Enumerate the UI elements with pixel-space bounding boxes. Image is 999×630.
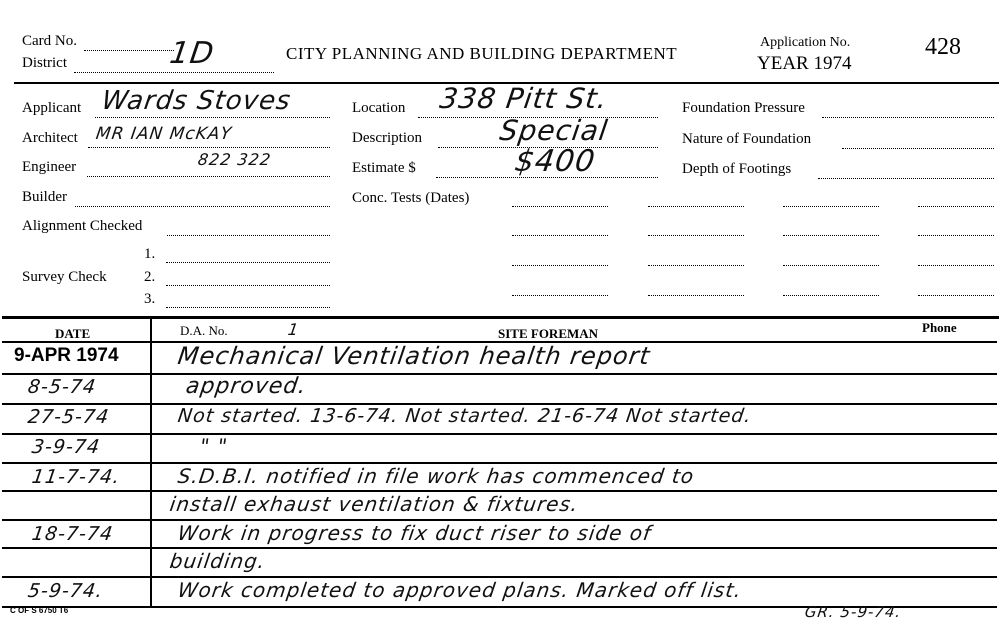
da-no-header: D.A. No.: [180, 323, 228, 338]
survey-line-1: [166, 262, 330, 263]
survey-number-3: 3.: [144, 291, 156, 307]
form-code: C OF S 6750 T6: [10, 606, 69, 615]
depth-footings-line: [818, 178, 994, 179]
date-header: DATE: [55, 326, 91, 341]
applicant-line: [95, 117, 330, 118]
description-value: Special: [497, 114, 611, 147]
district-label: District: [22, 55, 67, 71]
log-entry: Not started. 13-6-74. Not started. 21-6-74 Not started.: [176, 405, 754, 427]
survey-check-label: Survey Check: [22, 269, 107, 285]
department-title: CITY PLANNING AND BUILDING DEPARTMENT: [286, 44, 678, 63]
phone-header: Phone: [922, 320, 957, 335]
conc-line: [783, 265, 879, 266]
survey-line-3: [166, 307, 330, 308]
foundation-pressure-label: Foundation Pressure: [682, 100, 805, 116]
conc-line: [648, 265, 744, 266]
log-date: 11-7-74.: [30, 466, 122, 488]
engineer-label: Engineer: [22, 159, 77, 175]
log-date: 18-7-74: [30, 523, 115, 545]
architect-value: MR IAN McKAY: [94, 124, 234, 144]
builder-label: Builder: [22, 189, 67, 205]
conc-line: [512, 265, 608, 266]
log-entry: S.D.B.I. notified in file work has commenced to: [176, 464, 696, 488]
district-line: [74, 72, 274, 73]
log-entry: " ": [198, 434, 230, 458]
conc-line: [783, 235, 879, 236]
conc-line: [512, 295, 608, 296]
conc-line: [512, 235, 608, 236]
log-entry: install exhaust ventilation & fixtures.: [168, 492, 581, 516]
architect-line: [88, 147, 330, 148]
applicant-label: Applicant: [22, 100, 82, 116]
card-no-value: 1D: [167, 36, 217, 71]
nature-foundation-line: [842, 148, 994, 149]
survey-number-1: 1.: [144, 246, 156, 262]
conc-line: [648, 235, 744, 236]
builder-line: [75, 206, 330, 207]
log-date: 3-9-74: [30, 436, 102, 458]
alignment-line: [167, 235, 330, 236]
log-rule: [2, 547, 997, 549]
site-foreman-header: SITE FOREMAN: [498, 326, 599, 341]
log-date: 27-5-74: [26, 406, 111, 428]
da-no-value: 1: [286, 320, 301, 339]
conc-line: [918, 265, 994, 266]
description-label: Description: [352, 130, 422, 146]
engineer-value: 822 322: [196, 150, 273, 169]
log-entry: building.: [168, 549, 268, 573]
conc-line: [512, 206, 608, 207]
applicant-value: Wards Stoves: [99, 86, 293, 116]
year-label: YEAR 1974: [757, 53, 852, 74]
log-rule: [2, 373, 997, 375]
foundation-pressure-line: [822, 117, 994, 118]
log-date: 5-9-74.: [26, 580, 105, 602]
log-entry: Work in progress to fix duct riser to side of: [176, 521, 653, 545]
survey-number-2: 2.: [144, 269, 156, 285]
log-date: 8-5-74: [26, 376, 98, 398]
estimate-value: $400: [512, 144, 598, 179]
log-entry: approved.: [184, 374, 309, 399]
depth-footings-label: Depth of Footings: [682, 161, 792, 177]
estimate-label: Estimate $: [352, 160, 416, 176]
conc-line: [918, 206, 994, 207]
card-no-line: [84, 50, 174, 51]
conc-line: [783, 206, 879, 207]
conc-line: [918, 235, 994, 236]
location-value: 338 Pitt St.: [437, 82, 610, 115]
log-entry: Work completed to approved plans. Marked off list.: [176, 578, 744, 602]
application-no-value: 428: [925, 34, 961, 60]
survey-line-2: [166, 285, 330, 286]
conc-line: [648, 295, 744, 296]
conc-line: [918, 295, 994, 296]
conc-line: [648, 206, 744, 207]
log-date: 9-APR 1974: [14, 345, 119, 366]
conc-line: [783, 295, 879, 296]
application-no-label: Application No.: [760, 35, 851, 50]
conc-tests-label: Conc. Tests (Dates): [352, 190, 470, 206]
location-label: Location: [352, 100, 406, 116]
log-entry: Mechanical Ventilation health report: [176, 342, 653, 370]
engineer-line: [87, 176, 330, 177]
card-no-label: Card No.: [22, 33, 77, 49]
alignment-checked-label: Alignment Checked: [22, 218, 143, 234]
architect-label: Architect: [22, 130, 78, 146]
log-rule: [2, 433, 997, 435]
nature-foundation-label: Nature of Foundation: [682, 131, 812, 147]
log-signature: GR. 5-9-74.: [803, 603, 903, 621]
